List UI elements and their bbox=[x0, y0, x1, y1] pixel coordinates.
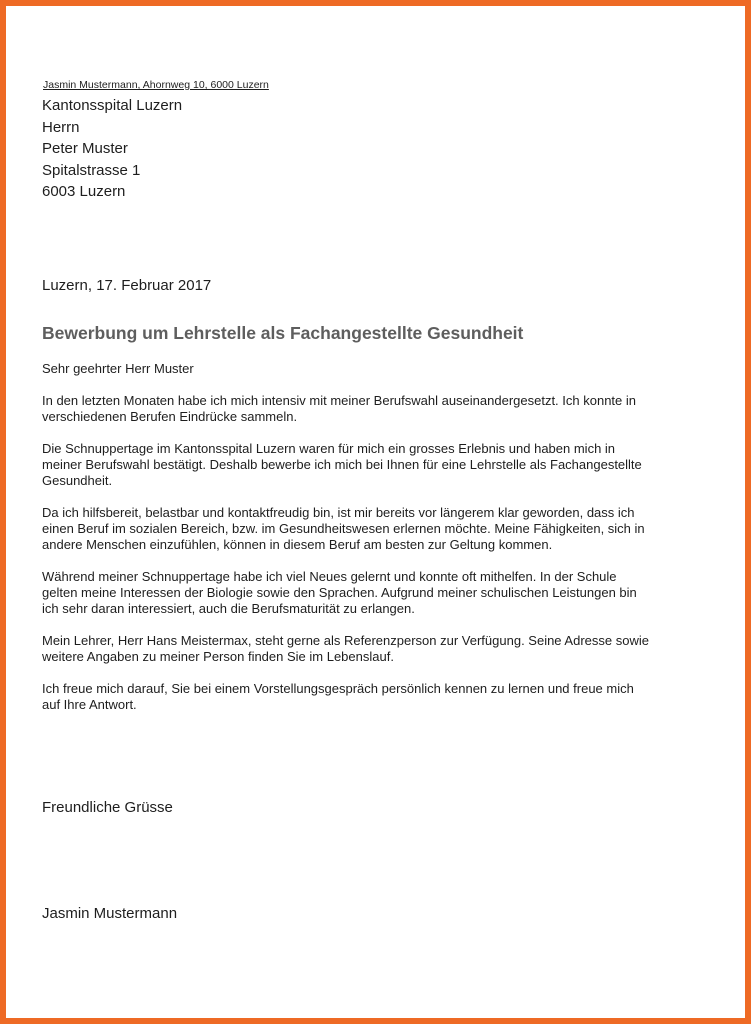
salutation: Sehr geehrter Herr Muster bbox=[42, 361, 194, 376]
paragraph-line: meiner Berufswahl bestätigt. Deshalb bewerbe ich mich bei Ihnen für eine Lehrstelle als Fachangestellte bbox=[42, 457, 642, 472]
recipient-line: Spitalstrasse 1 bbox=[42, 161, 141, 179]
paragraph-line: einen Beruf im sozialen Bereich, bzw. im Gesundheitswesen erlernen möchte. Meine Fähigkeiten, sich in bbox=[42, 521, 645, 536]
sender-address-line: Jasmin Mustermann, Ahornweg 10, 6000 Luzern bbox=[43, 79, 269, 91]
paragraph-line: auf Ihre Antwort. bbox=[42, 697, 137, 712]
paragraph-line: Ich freue mich darauf, Sie bei einem Vorstellungsgespräch persönlich kennen zu lernen und freue mich bbox=[42, 681, 634, 696]
paragraph bbox=[42, 569, 722, 617]
paragraph-line: verschiedenen Berufen Eindrücke sammeln. bbox=[42, 409, 298, 424]
letter-subject: Bewerbung um Lehrstelle als Fachangestellte Gesundheit bbox=[42, 323, 524, 343]
recipient-line: Herrn bbox=[42, 118, 80, 136]
paragraph-line: Mein Lehrer, Herr Hans Meistermax, steht gerne als Referenzperson zur Verfügung. Seine Adresse sowie bbox=[42, 633, 649, 648]
paragraph bbox=[42, 441, 722, 489]
recipient-address bbox=[42, 95, 182, 203]
recipient-line: 6003 Luzern bbox=[42, 183, 126, 200]
closing-greeting: Freundliche Grüsse bbox=[42, 799, 173, 816]
paragraph bbox=[42, 681, 722, 713]
paragraph bbox=[42, 633, 722, 665]
paragraph-line: Die Schnuppertage im Kantonsspital Luzern waren für mich ein grosses Erlebnis und haben mich in bbox=[42, 441, 616, 456]
paragraph-line: gelten meine Interessen der Biologie sowie den Sprachen. Aufgrund meiner schulischen Leistungen bin bbox=[42, 585, 637, 600]
recipient-line: Peter Muster bbox=[42, 140, 128, 157]
paragraph-line: weitere Angaben zu meiner Person finden Sie im Lebenslauf. bbox=[42, 649, 394, 664]
paragraph-line: andere Menschen einzufühlen, können in diesem Beruf am besten zur Geltung kommen. bbox=[42, 537, 553, 552]
paragraph-line: Gesundheit. bbox=[42, 473, 113, 488]
letter-date: Luzern, 17. Februar 2017 bbox=[42, 277, 212, 294]
paragraph bbox=[42, 505, 722, 553]
recipient-line: Kantonsspital Luzern bbox=[42, 97, 183, 114]
paragraph-line: ich sehr daran interessiert, auch die Berufsmaturität zu erlangen. bbox=[42, 601, 415, 616]
letter-body bbox=[42, 361, 722, 729]
paragraph bbox=[42, 393, 722, 425]
paragraph-line: Da ich hilfsbereit, belastbar und kontaktfreudig bin, ist mir bereits vor längerem klar geworden, dass ich bbox=[42, 505, 635, 520]
signature-name: Jasmin Mustermann bbox=[42, 905, 178, 922]
paragraph-line: In den letzten Monaten habe ich mich intensiv mit meiner Berufswahl auseinandergesetzt. Ich konnte in bbox=[42, 393, 637, 408]
paragraph-line: Während meiner Schnuppertage habe ich viel Neues gelernt und konnte oft mithelfen. In der Schule bbox=[42, 569, 617, 584]
